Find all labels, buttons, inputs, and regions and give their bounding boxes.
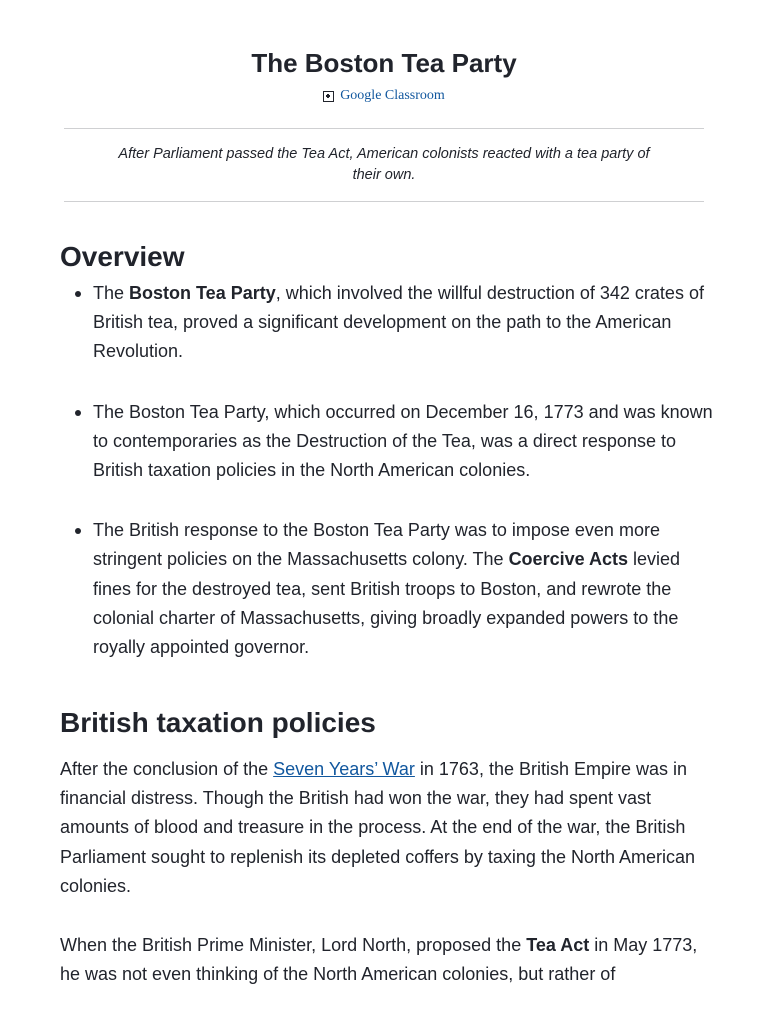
taxation-p2-post: in May 1773, he was not even thinking of the North American colonies, but rather of xyxy=(60,935,698,985)
term-tea-act: Tea Act xyxy=(526,935,590,955)
google-classroom-share xyxy=(0,86,768,109)
overview-bullet-3-post: levied fines for the destroyed tea, sent British troops to Boston, and rewrote the colonial charter of Massachusetts, giving broadly expanded powers to the royally appointed governor. xyxy=(93,549,680,658)
overview-bullet-2-text: The Boston Tea Party, which occurred on December 16, 1773 and was known to contemporaries as the Destruction of the Tea, was a direct response to British taxation policies in the North American colonies. xyxy=(93,401,713,481)
google-classroom-link[interactable] xyxy=(323,86,445,106)
seven-years-war-link[interactable]: Seven Years’ War xyxy=(273,759,415,779)
overview-bullet-1 xyxy=(60,279,720,367)
overview-bullet-1-post: , which involved the willful destruction of 342 crates of British tea, proved a significant development on the path to the American Revolution. xyxy=(93,283,704,362)
term-boston-tea-party: Boston Tea Party xyxy=(129,283,276,303)
google-classroom-label: Google Classroom xyxy=(340,88,445,103)
term-coercive-acts: Coercive Acts xyxy=(508,549,628,570)
taxation-heading: British taxation policies xyxy=(60,707,376,738)
overview-bullet-3-pre: The British response to the Boston Tea Party was to impose even more stringent policies on the Massachusetts colony. The xyxy=(93,520,660,570)
taxation-p2-pre: When the British Prime Minister, Lord North, proposed the xyxy=(60,935,527,955)
overview-bullet-3 xyxy=(60,516,720,662)
overview-list xyxy=(60,279,720,693)
overview-bullet-1-pre: The xyxy=(93,283,130,303)
google-classroom-icon xyxy=(323,91,334,102)
taxation-paragraph-2 xyxy=(60,931,720,989)
taxation-p1-post: in 1763, the British Empire was in financial distress. Though the British had won the war, they had spent vast amounts of blood and treasure in the process. At the end of the war, the British Parliament sought to replenish its depleted coffers by taxing the North American colonies. xyxy=(60,759,696,896)
article-summary-box xyxy=(64,128,704,202)
overview-heading: Overview xyxy=(60,241,185,272)
taxation-p1-pre: After the conclusion of the xyxy=(60,759,274,779)
overview-bullet-2 xyxy=(60,398,720,486)
article-summary: After Parliament passed the Tea Act, American colonists reacted with a tea party of their own. xyxy=(118,146,650,183)
taxation-paragraph-1 xyxy=(60,755,720,901)
article-title: The Boston Tea Party xyxy=(251,48,517,78)
